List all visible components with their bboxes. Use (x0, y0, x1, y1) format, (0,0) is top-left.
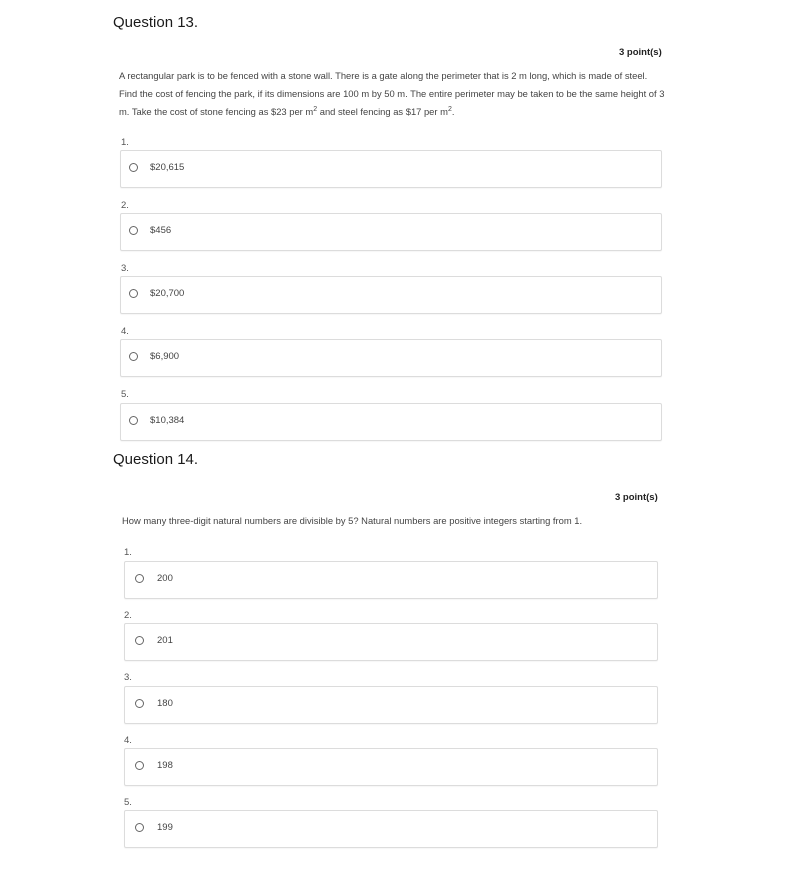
option-label: 198 (157, 760, 173, 771)
radio-button[interactable] (129, 352, 138, 361)
option-label: $10,384 (150, 415, 185, 426)
answer-option-4[interactable] (124, 748, 658, 786)
option-number: 2. (121, 200, 129, 211)
option-number: 5. (124, 797, 132, 808)
option-number: 1. (121, 137, 129, 148)
option-number: 4. (124, 735, 132, 746)
answer-option-5[interactable] (120, 403, 662, 441)
option-label: 201 (157, 635, 173, 646)
question-title (113, 451, 198, 468)
question-label: Question (113, 14, 174, 31)
answer-option-1[interactable] (120, 150, 662, 188)
points-badge: 3 point(s) (619, 47, 662, 58)
radio-button[interactable] (129, 226, 138, 235)
option-label: 199 (157, 822, 173, 833)
question-text: A rectangular park is to be fenced with a stone wall. There is a gate along the perimeter that is 2 m long, which is made of steel. Find the cost of fencing the park, if its dimensions are 100 m by 50 m. The entire perimeter may be taken to be the same height of 3 m. Take the cost of stone fencing as $23 per $m^2$ and steel fencing as $17 per $m^2$. (119, 70, 665, 117)
option-number: 1. (124, 547, 132, 558)
option-number: 2. (124, 610, 132, 621)
question-title (113, 14, 198, 31)
answer-option-3[interactable] (124, 686, 658, 724)
answer-option-2[interactable] (120, 213, 662, 251)
radio-button[interactable] (129, 289, 138, 298)
radio-button[interactable] (135, 823, 144, 832)
answer-option-2[interactable] (124, 623, 658, 661)
answer-option-1[interactable] (124, 561, 658, 599)
question-number: 14. (177, 451, 199, 468)
answer-option-5[interactable] (124, 810, 658, 848)
option-number: 5. (121, 389, 129, 400)
radio-button[interactable] (135, 574, 144, 583)
radio-button[interactable] (135, 761, 144, 770)
radio-button[interactable] (129, 416, 138, 425)
radio-button[interactable] (135, 636, 144, 645)
option-label: 180 (157, 698, 173, 709)
option-label: $20,700 (150, 288, 185, 299)
answer-option-3[interactable] (120, 276, 662, 314)
radio-button[interactable] (135, 699, 144, 708)
question-number: 13. (177, 14, 199, 31)
option-number: 3. (121, 263, 129, 274)
option-label: $6,900 (150, 351, 180, 362)
radio-button[interactable] (129, 163, 138, 172)
option-number: 4. (121, 326, 129, 337)
option-label: 200 (157, 573, 173, 584)
question-label: Question (113, 451, 174, 468)
option-label: $456 (150, 225, 172, 236)
option-number: 3. (124, 672, 132, 683)
question-text: How many three-digit natural numbers are divisible by 5? Natural numbers are positive integers starting from 1. (122, 515, 583, 526)
answer-option-4[interactable] (120, 339, 662, 377)
option-label: $20,615 (150, 162, 185, 173)
points-badge: 3 point(s) (615, 492, 658, 503)
